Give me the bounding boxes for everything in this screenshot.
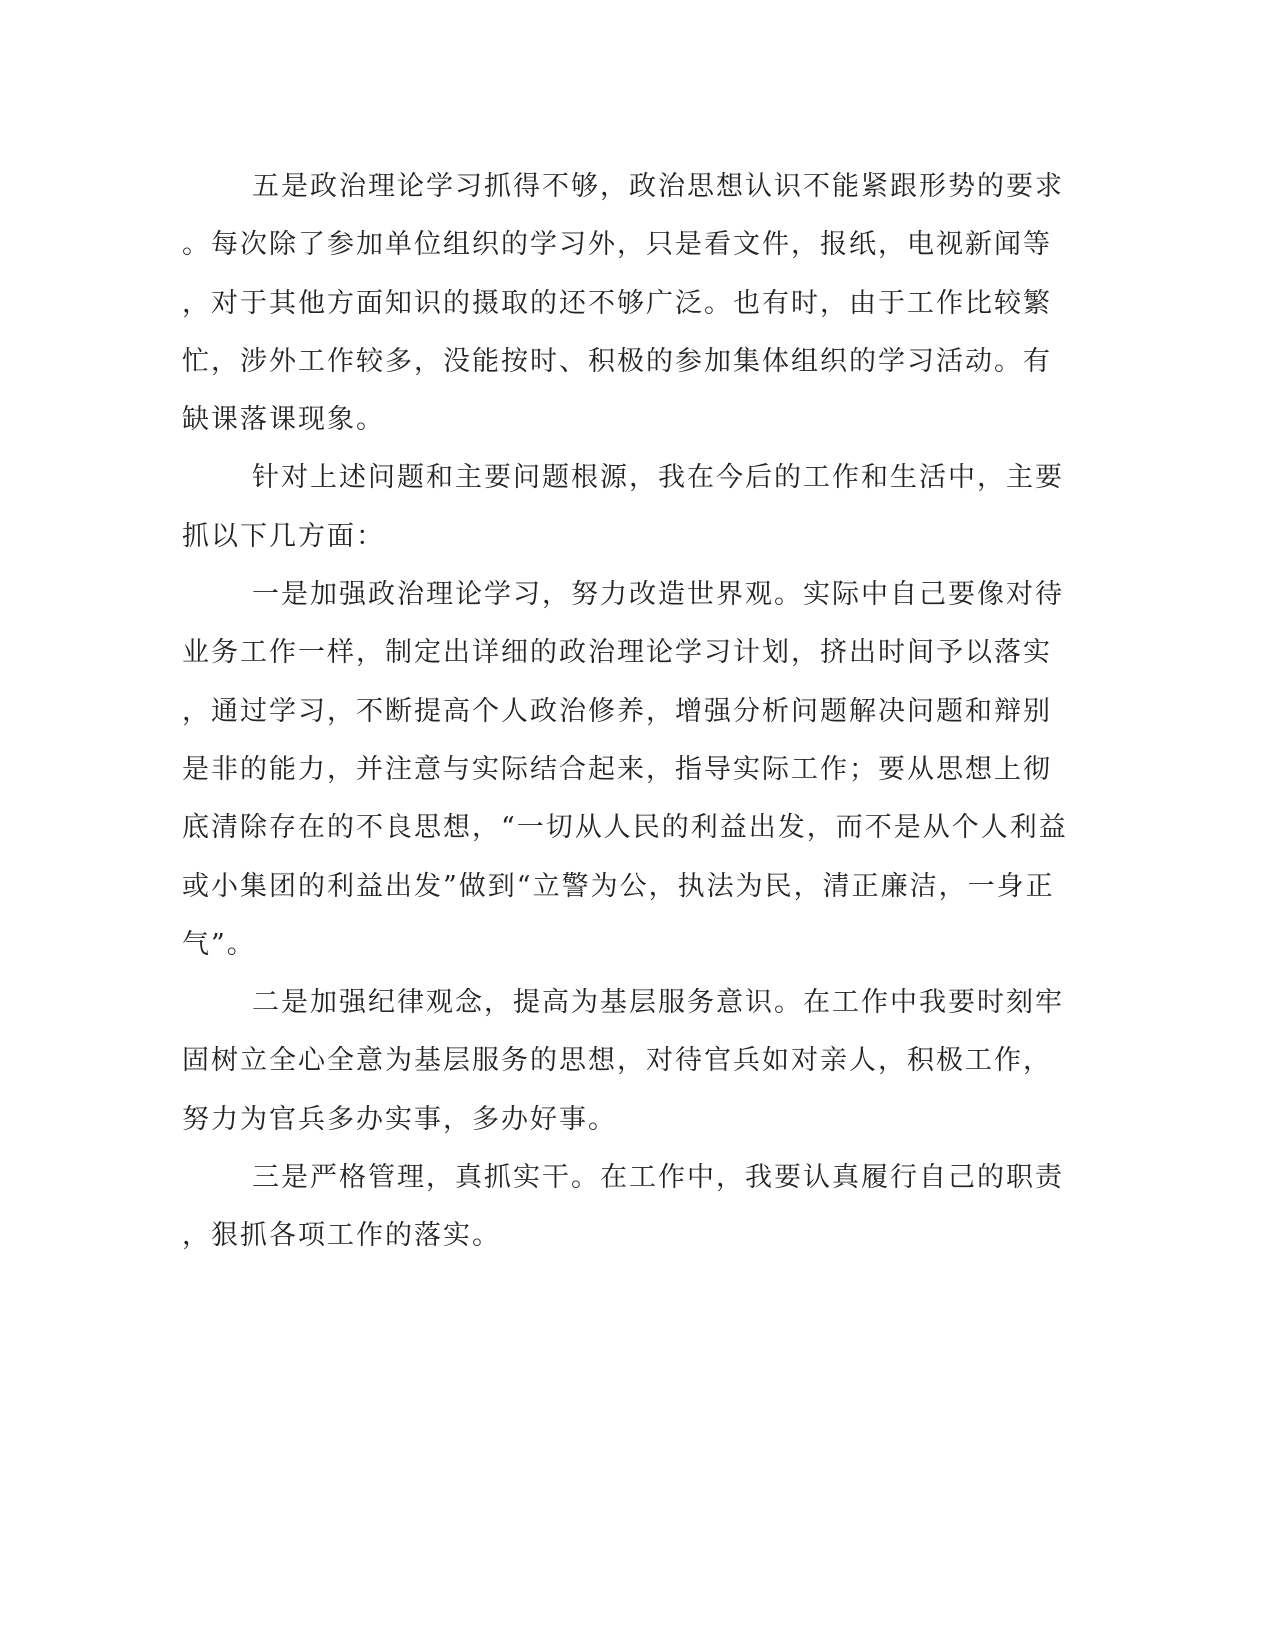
text-line: 二是加强纪律观念，提高为基层服务意识。在工作中我要时刻牢: [252, 987, 1064, 1019]
text-line: 气”。: [182, 928, 256, 960]
text-line: 五是政治理论学习抓得不够，政治思想认识不能紧跟形势的要求: [252, 171, 1064, 202]
text-line: 。每次除了参加单位组织的学习外，只是看文件，报纸，电视新闻等: [182, 229, 1052, 261]
text-line: ，通过学习，不断提高个人政治修养，增强分析问题解决问题和辩别: [182, 695, 1052, 727]
text-line: 一是加强政治理论学习，努力改造世界观。实际中自己要像对待: [252, 579, 1064, 611]
text-line: 是非的能力，并注意与实际结合起来，指导实际工作；要从思想上彻: [182, 753, 1052, 785]
text-line: 固树立全心全意为基层服务的思想，对待官兵如对亲人，积极工作，: [182, 1045, 1052, 1077]
text-line: 业务工作一样，制定出详细的政治理论学习计划，挤出时间予以落实: [182, 637, 1052, 669]
paragraph-4: [182, 974, 1064, 1149]
paragraph-5: [182, 1149, 1064, 1266]
text-line: 三是严格管理，真抓实干。在工作中，我要认真履行自己的职责: [252, 1162, 1064, 1194]
text-line: ，狠抓各项工作的落实。: [182, 1220, 501, 1252]
text-line: ，对于其他方面知识的摄取的还不够广泛。也有时，由于工作比较繁: [182, 287, 1052, 319]
paragraph-1: [182, 158, 1064, 449]
text-line: 忙，涉外工作较多，没能按时、积极的参加集体组织的学习活动。有: [182, 345, 1052, 377]
paragraph-2: [182, 449, 1064, 566]
text-line: 缺课落课现象。: [182, 404, 385, 436]
text-line: 底清除存在的不良思想，“一切从人民的利益出发，而不是从个人利益: [182, 812, 1068, 844]
text-line: 抓以下几方面：: [182, 520, 385, 552]
text-line: 或小集团的利益出发”做到“立警为公，执法为民，清正廉洁，一身正: [182, 870, 1055, 902]
document-body: [182, 158, 1068, 1266]
text-line: 努力为官兵多办实事，多办好事。: [182, 1103, 617, 1135]
paragraph-3: [182, 566, 1068, 974]
text-line: 针对上述问题和主要问题根源，我在今后的工作和生活中，主要: [252, 462, 1064, 494]
